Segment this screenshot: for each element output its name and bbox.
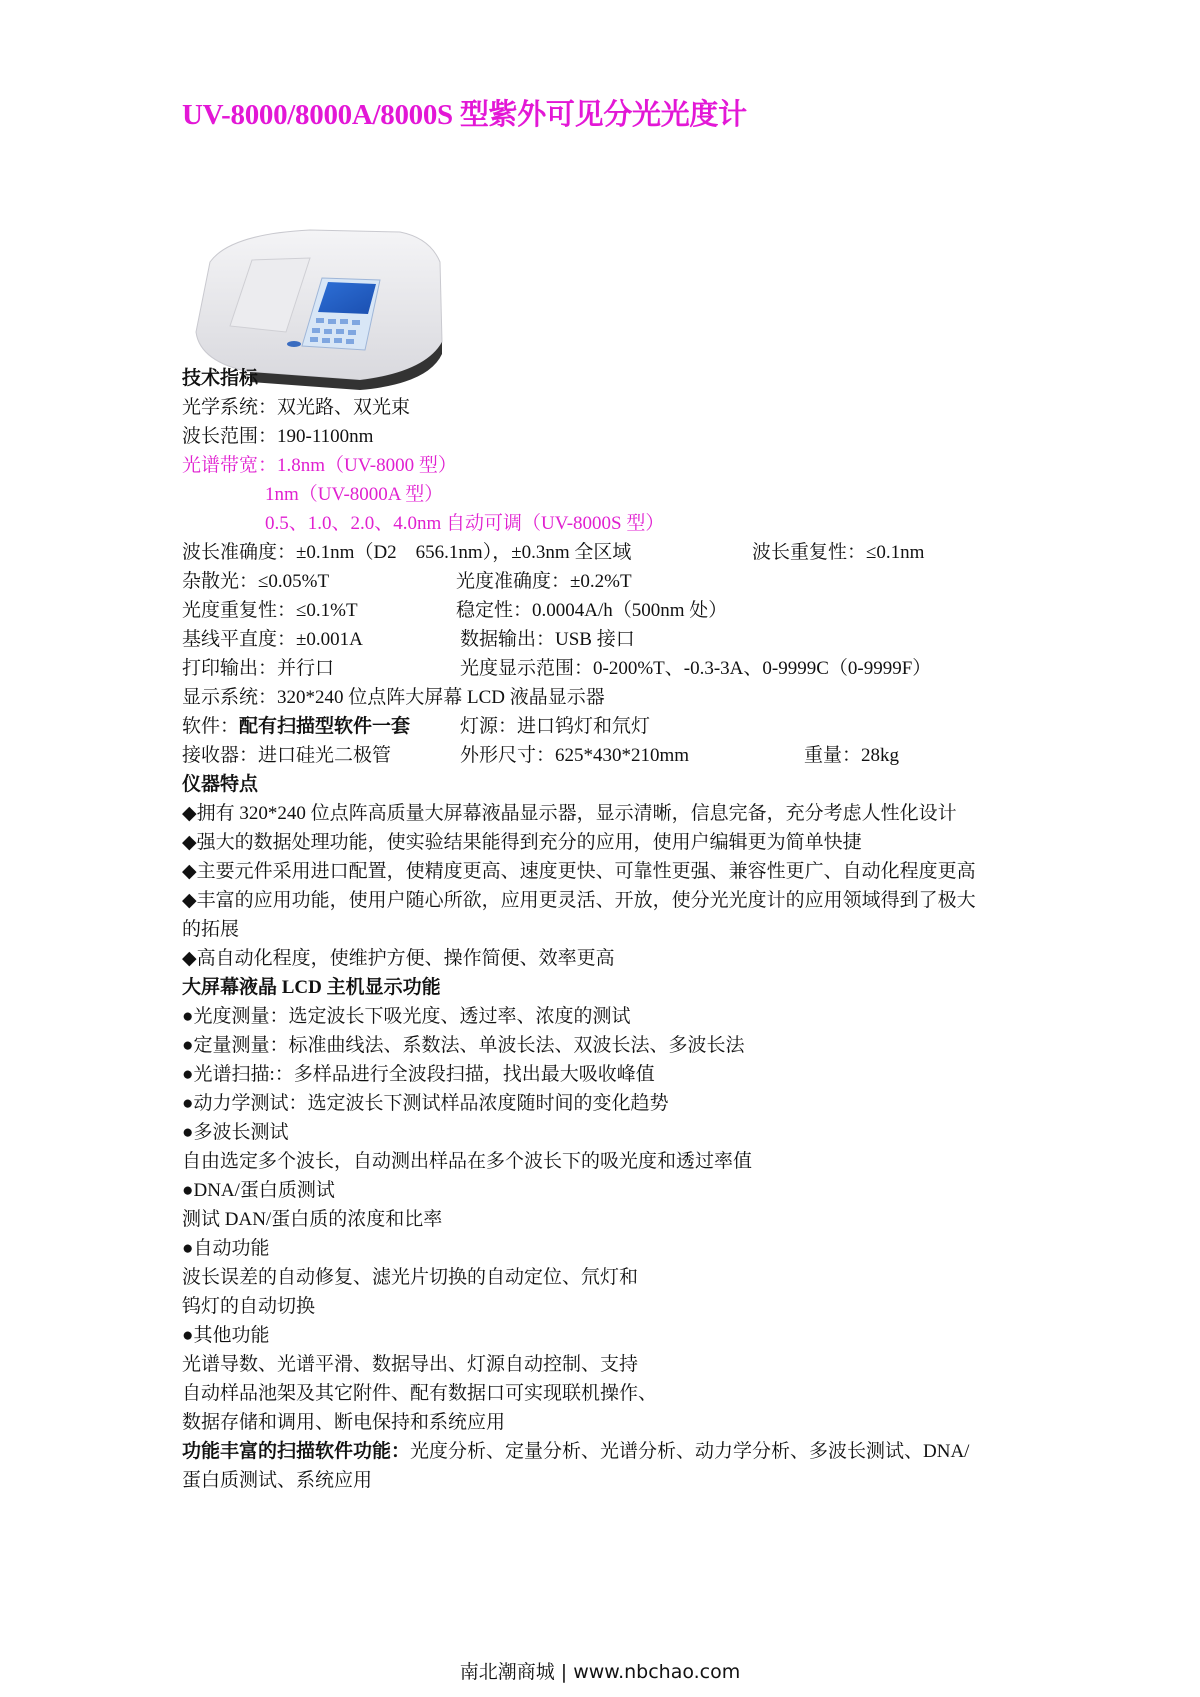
lcd-function-line: 数据存储和调用、断电保持和系统应用	[182, 1412, 506, 1433]
feature-item: ◆主要元件采用进口配置，使精度更高、速度更快、可靠性更强、兼容性更广、自动化程度更高	[182, 861, 976, 882]
wavelength-repeatability: 波长重复性：≤0.1nm	[752, 542, 925, 563]
software-functions	[182, 1440, 969, 1464]
software-functions-continued: 蛋白质测试、系统应用	[182, 1470, 373, 1491]
lcd-function-line: 自动样品池架及其它附件、配有数据口可实现联机操作、	[182, 1383, 658, 1404]
photometric-repeatability: 光度重复性：≤0.1%T	[182, 600, 358, 621]
lcd-function-line: ●多波长测试	[182, 1122, 289, 1143]
bandwidth-value-2: 1nm（UV-8000A 型）	[265, 484, 444, 505]
specs-heading: 技术指标	[182, 368, 259, 389]
stray-light: 杂散光：≤0.05%T	[182, 571, 330, 592]
lcd-function-line: 测试 DAN/蛋白质的浓度和比率	[182, 1209, 443, 1230]
lcd-functions-heading: 大屏幕液晶 LCD 主机显示功能	[182, 977, 441, 998]
page-title: UV-8000/8000A/8000S 型紫外可见分光光度计	[182, 99, 747, 131]
lcd-function-line: 自由选定多个波长，自动测出样品在多个波长下的吸光度和透过率值	[182, 1151, 753, 1172]
dimensions: 外形尺寸：625*430*210mm	[460, 745, 690, 766]
spec-wavelength-range: 波长范围：190-1100nm	[182, 426, 374, 447]
receiver: 接收器：进口硅光二极管	[182, 745, 392, 766]
software-functions-value: 光度分析、定量分析、光谱分析、动力学分析、多波长测试、DNA/	[410, 1441, 970, 1462]
weight: 重量：28kg	[804, 745, 900, 766]
bandwidth-value-3: 0.5、1.0、2.0、4.0nm 自动可调（UV-8000S 型）	[265, 513, 665, 534]
photometric-display-range: 光度显示范围：0-200%T、-0.3-3A、0-9999C（0-9999F）	[460, 658, 932, 679]
bandwidth-value-1: 1.8nm（UV-8000 型）	[277, 455, 457, 476]
stability: 稳定性：0.0004A/h（500nm 处）	[456, 600, 728, 621]
lcd-function-line: ●光度测量：选定波长下吸光度、透过率、浓度的测试	[182, 1006, 631, 1027]
spec-optical-system: 光学系统：双光路、双光束	[182, 397, 411, 418]
feature-item: ◆丰富的应用功能，使用户随心所欲，应用更灵活、开放，使分光光度计的应用领域得到了极大	[182, 890, 976, 911]
lcd-function-line: ●光谱扫描:：多样品进行全波段扫描，找出最大吸收峰值	[182, 1064, 655, 1085]
lcd-function-line: ●DNA/蛋白质测试	[182, 1180, 335, 1201]
photometric-accuracy: 光度准确度：±0.2%T	[456, 571, 632, 592]
lcd-function-line: ●其他功能	[182, 1325, 270, 1346]
lcd-function-line: 光谱导数、光谱平滑、数据导出、灯源自动控制、支持	[182, 1354, 639, 1375]
feature-item: ◆强大的数据处理功能，使实验结果能得到充分的应用，使用户编辑更为简单快捷	[182, 832, 862, 853]
print-output: 打印输出：并行口	[182, 658, 335, 679]
lcd-function-line: ●自动功能	[182, 1238, 270, 1259]
wavelength-accuracy: 波长准确度：±0.1nm（D2 656.1nm），±0.3nm 全区域	[182, 542, 632, 563]
data-output: 数据输出：USB 接口	[460, 629, 635, 650]
lcd-function-line: 钨灯的自动切换	[182, 1296, 316, 1317]
features-heading: 仪器特点	[182, 774, 259, 795]
spec-bandwidth	[182, 454, 457, 478]
lcd-function-line: ●定量测量：标准曲线法、系数法、单波长法、双波长法、多波长法	[182, 1035, 745, 1056]
software-value: 配有扫描型软件一套	[239, 716, 411, 737]
feature-item: ◆拥有 320*240 位点阵高质量大屏幕液晶显示器，显示清晰，信息完备，充分考虑人性化设计	[182, 803, 957, 824]
spectrophotometer-photo	[190, 222, 452, 390]
spec-display-system: 显示系统：320*240 位点阵大屏幕 LCD 液晶显示器	[182, 687, 605, 708]
baseline-flatness: 基线平直度：±0.001A	[182, 629, 363, 650]
feature-item-continued: 的拓展	[182, 919, 240, 940]
software-functions-label: 功能丰富的扫描软件功能：	[182, 1441, 411, 1462]
light-source: 灯源：进口钨灯和氘灯	[460, 716, 651, 737]
lcd-function-line: ●动力学测试：选定波长下测试样品浓度随时间的变化趋势	[182, 1093, 669, 1114]
lcd-function-line: 波长误差的自动修复、滤光片切换的自动定位、氘灯和	[182, 1267, 639, 1288]
footer-site-link[interactable]: 南北潮商城 | www.nbchao.com	[459, 1661, 741, 1683]
software	[182, 715, 410, 739]
software-label: 软件：	[182, 716, 240, 737]
feature-item: ◆高自动化程度，使维护方便、操作简便、效率更高	[182, 948, 615, 969]
bandwidth-label: 光谱带宽：	[182, 455, 278, 476]
